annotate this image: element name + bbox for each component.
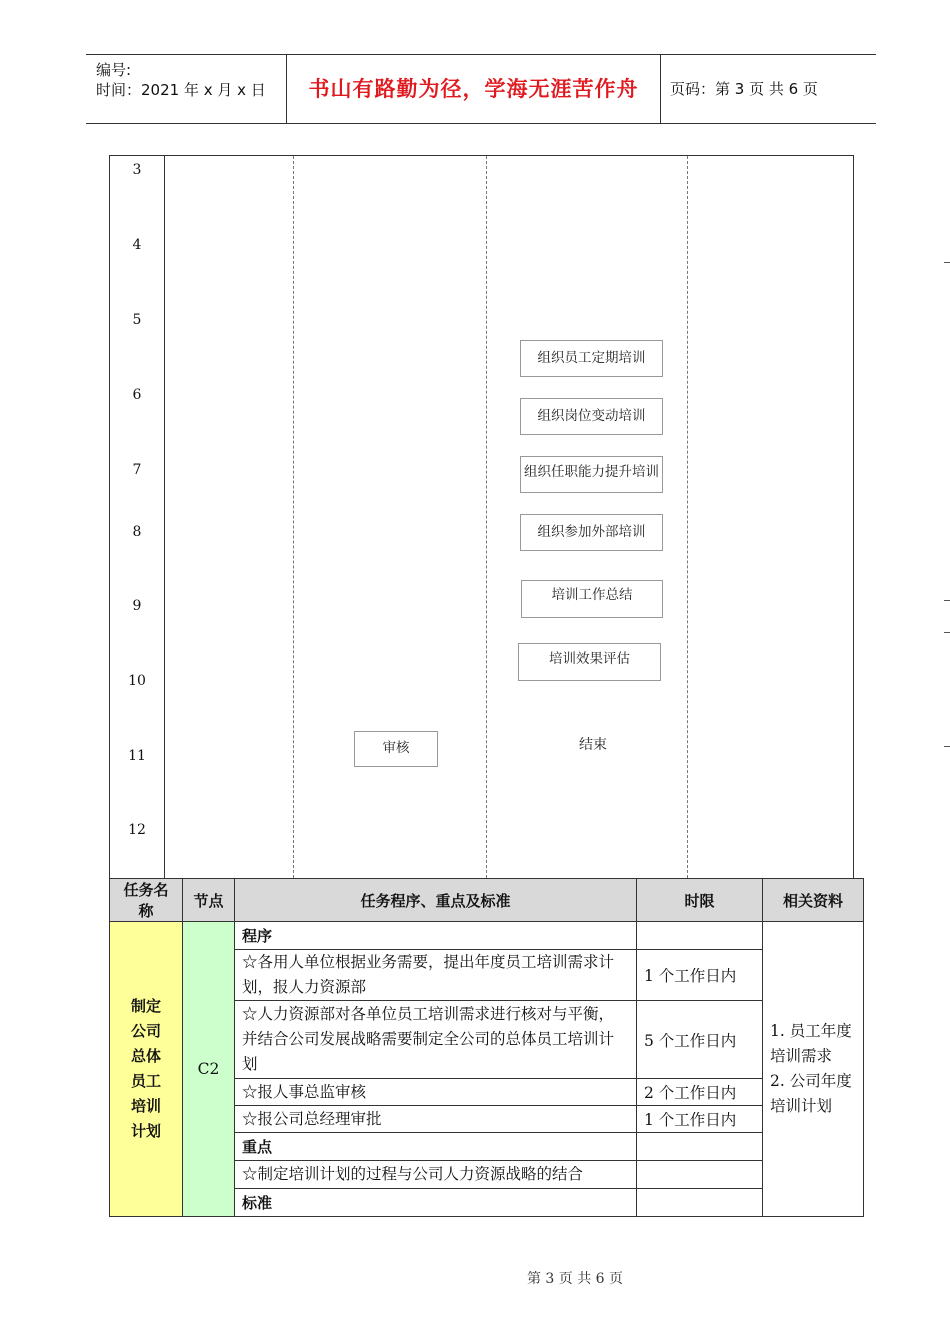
flow-box-training-evaluation: 培训效果评估	[518, 643, 661, 681]
node-cell: C2	[183, 922, 235, 1217]
row-number: 4	[132, 237, 142, 253]
row-number: 8	[132, 524, 142, 540]
time-limit-value: 1 个工作日内	[637, 950, 763, 1001]
task-name-cell	[110, 922, 183, 1217]
header-node: 节点	[183, 879, 235, 922]
edge-mark	[944, 262, 950, 263]
header-references: 相关资料	[763, 879, 864, 922]
header-time-limit: 时限	[637, 879, 763, 922]
footer-page-number: 第 3 页 共 6 页	[526, 1271, 624, 1287]
row-number: 9	[132, 598, 142, 614]
time-cell-empty	[637, 922, 763, 950]
page-header	[86, 54, 876, 124]
procedure-step: ☆报公司总经理审批	[235, 1106, 637, 1133]
flow-box-competency-training: 组织任职能力提升培训	[520, 456, 663, 493]
time-limit-value: 1 个工作日内	[637, 1106, 763, 1133]
task-table	[109, 878, 864, 1217]
header-motto: 书山有路勤为径，学海无涯苦作舟	[287, 55, 661, 123]
row-number: 5	[132, 312, 142, 328]
flow-box-periodic-training: 组织员工定期培训	[520, 340, 663, 377]
lane-divider	[293, 156, 294, 878]
row-number-column	[110, 156, 165, 878]
header-info	[86, 55, 287, 123]
reference-item: 2. 公司年度培训计划	[770, 1072, 852, 1115]
references-cell	[763, 922, 864, 1217]
edge-mark	[944, 632, 950, 633]
procedure-step: ☆人力资源部对各单位员工培训需求进行核对与平衡，并结合公司发展战略需要制定全公司的总体员工培训计划	[235, 1001, 637, 1079]
reference-item: 1. 员工年度培训需求	[770, 1022, 852, 1065]
row-number: 10	[128, 673, 146, 689]
time-limit-value: 2 个工作日内	[637, 1079, 763, 1106]
procedure-step: ☆报人事总监审核	[235, 1079, 637, 1106]
section-standard-label: 标准	[235, 1189, 637, 1217]
row-number: 3	[132, 162, 142, 178]
time-cell-empty	[637, 1161, 763, 1189]
edge-mark	[944, 600, 950, 601]
header-task-name: 任务名称	[110, 879, 183, 922]
procedure-step: ☆各用人单位根据业务需要，提出年度员工培训需求计划，报人力资源部	[235, 950, 637, 1001]
row-number: 12	[128, 822, 146, 838]
page-footer	[0, 1268, 950, 1288]
row-number: 7	[132, 462, 142, 478]
table-header-row	[110, 879, 864, 922]
lane-divider	[687, 156, 688, 878]
table-row	[110, 922, 864, 950]
section-procedure-label: 程序	[235, 922, 637, 950]
flow-chart	[109, 155, 854, 878]
flow-box-review: 审核	[354, 731, 438, 767]
document-number-label: 编号:	[96, 61, 132, 79]
row-number: 6	[132, 387, 142, 403]
section-key-points-label: 重点	[235, 1133, 637, 1161]
flow-box-training-summary: 培训工作总结	[521, 580, 663, 618]
edge-mark	[944, 746, 950, 747]
header-procedure: 任务程序、重点及标准	[235, 879, 637, 922]
key-point-text: ☆制定培训计划的过程与公司人力资源战略的结合	[235, 1161, 637, 1189]
time-cell-empty	[637, 1189, 763, 1217]
document-time-label: 时间：2021 年 x 月 x 日	[96, 81, 266, 99]
flow-end-label: 结束	[579, 737, 607, 753]
flow-box-external-training: 组织参加外部培训	[520, 514, 663, 551]
header-page-number: 页码：第 3 页 共 6 页	[670, 80, 818, 98]
lane-divider	[486, 156, 487, 878]
row-number: 11	[128, 748, 146, 764]
time-limit-value: 5 个工作日内	[637, 1001, 763, 1079]
task-name-text: 制定公司总体员工培训计划	[131, 997, 162, 1140]
time-cell-empty	[637, 1133, 763, 1161]
flow-box-position-change-training: 组织岗位变动培训	[520, 398, 663, 435]
